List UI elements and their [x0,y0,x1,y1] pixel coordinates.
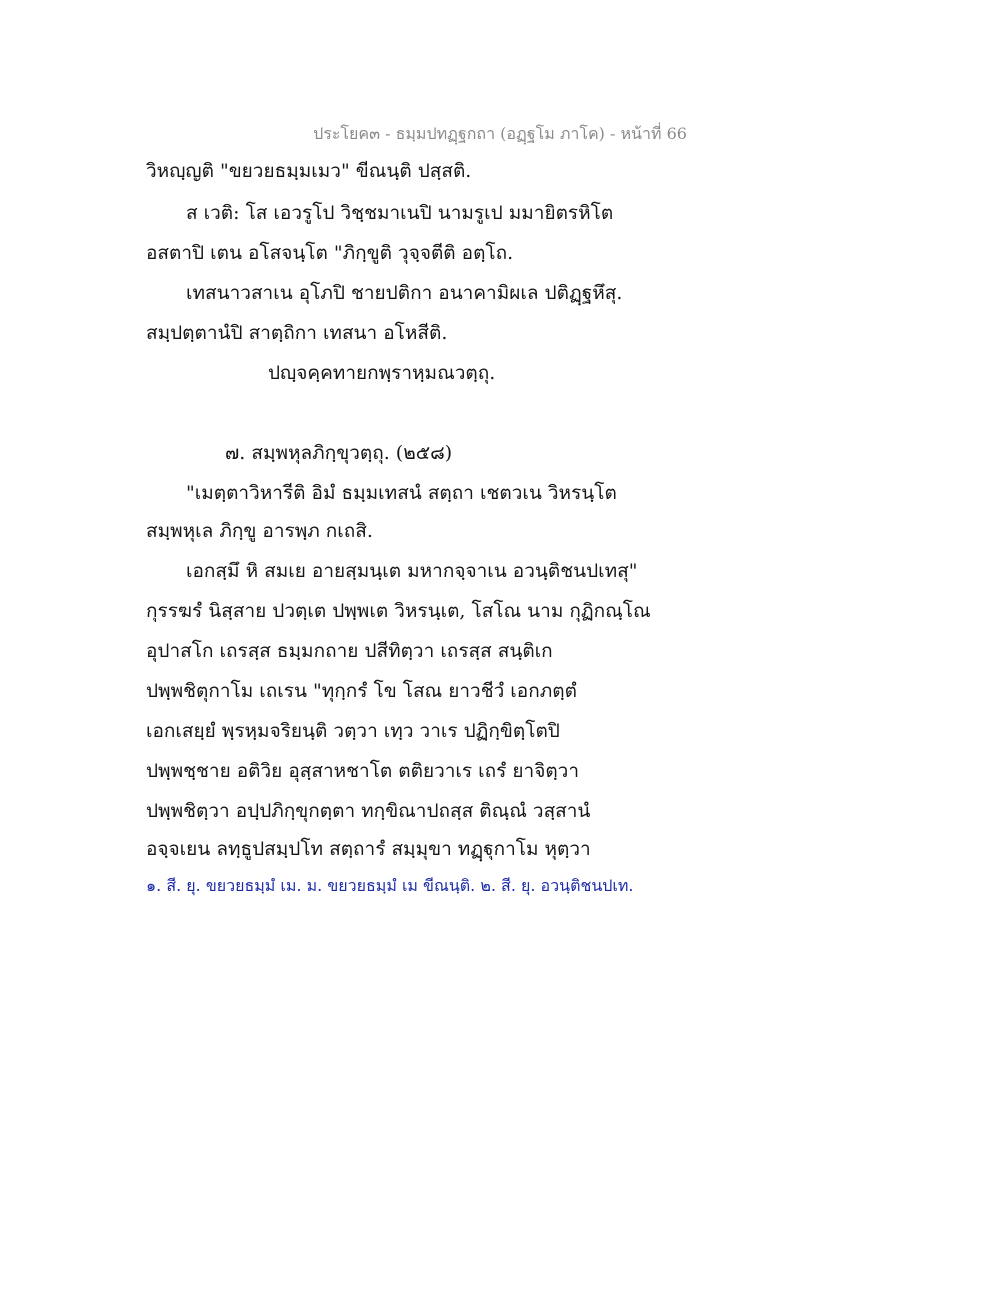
text-line: กุรรฆรํ นิสฺสาย ปวตฺเต ปพฺพเต วิหรนฺเต, โสโณ นาม กุฏิกณฺโณ [146,600,651,622]
text-line: วิหญฺญติ "ขยวยธมฺมเมว" ขีณนฺติ ปสฺสติ. [146,160,472,182]
section-heading: ๗. สมฺพหุลภิกฺขุวตฺถุ. (๒๕๘) [225,442,453,464]
text-line: เทสนาวสาเน อุโภปิ ชายปติกา อนาคามิผเล ปติฏฺฐหึสุ. [186,282,623,304]
footnotes: ๑. สี. ยุ. ขยวยธมฺมํ เม. ม. ขยวยธมฺมํ เม ขีณนฺติ. ๒. สี. ยุ. อวนฺติชนปเท. [146,876,634,895]
text-line: สมฺปตฺตานํปิ สาตฺถิกา เทสนา อโหสีติ. [146,322,448,344]
running-header: ประโยค๓ - ธมฺมปทฏฺฐกถา (อฏฺฐโม ภาโค) - หน้าที่ 66 [313,124,687,143]
text-line: ปพฺพชิตฺวา อปฺปภิกฺขุกตฺตา ทกฺขิณาปถสฺส ติณฺณํ วสฺสานํ [146,800,591,822]
text-line: อสตาปิ เตน อโสจนฺโต "ภิกฺขูติ วุจฺจตีติ อตฺโถ. [146,242,514,264]
story-end-title: ปญฺจคฺคทายกพฺราหฺมณวตฺถุ. [268,362,496,384]
text-line: "เมตฺตาวิหารีติ อิมํ ธมฺมเทสนํ สตฺถา เชตวเน วิหรนฺโต [186,482,617,504]
text-line: ปพฺพชิตุกาโม เถเรน "ทุกฺกรํ โข โสณ ยาวชีวํ เอกภตฺตํ [146,680,577,702]
text-line: ส เวติ: โส เอวรูโป วิชฺชมาเนปิ นามรูเป มมายิตรหิโต [186,202,614,224]
text-line: ปพฺพชฺชาย อติวิย อุสฺสาหชาโต ตติยวาเร เถรํ ยาจิตฺวา [146,760,580,782]
text-line: เอกเสยฺยํ พฺรหฺมจริยนฺติ วตฺวา เทฺว วาเร ปฏิกฺขิตฺโตปิ [146,720,560,742]
text-line: อุปาสโก เถรสฺส ธมฺมกถาย ปสีทิตฺวา เถรสฺส สนฺติเก [146,640,553,662]
text-line: อจฺจเยน ลทฺธูปสมฺปโท สตฺถารํ สมฺมุขา ทฏฺฐุกาโม หุตฺวา [146,838,591,860]
text-line: เอกสฺมึ หิ สมเย อายสฺมนฺเต มหากจฺจาเน อวนฺติชนปเทสุ" [186,560,638,582]
text-line: สมฺพหุเล ภิกฺขู อารพฺภ กเถสิ. [146,520,373,542]
